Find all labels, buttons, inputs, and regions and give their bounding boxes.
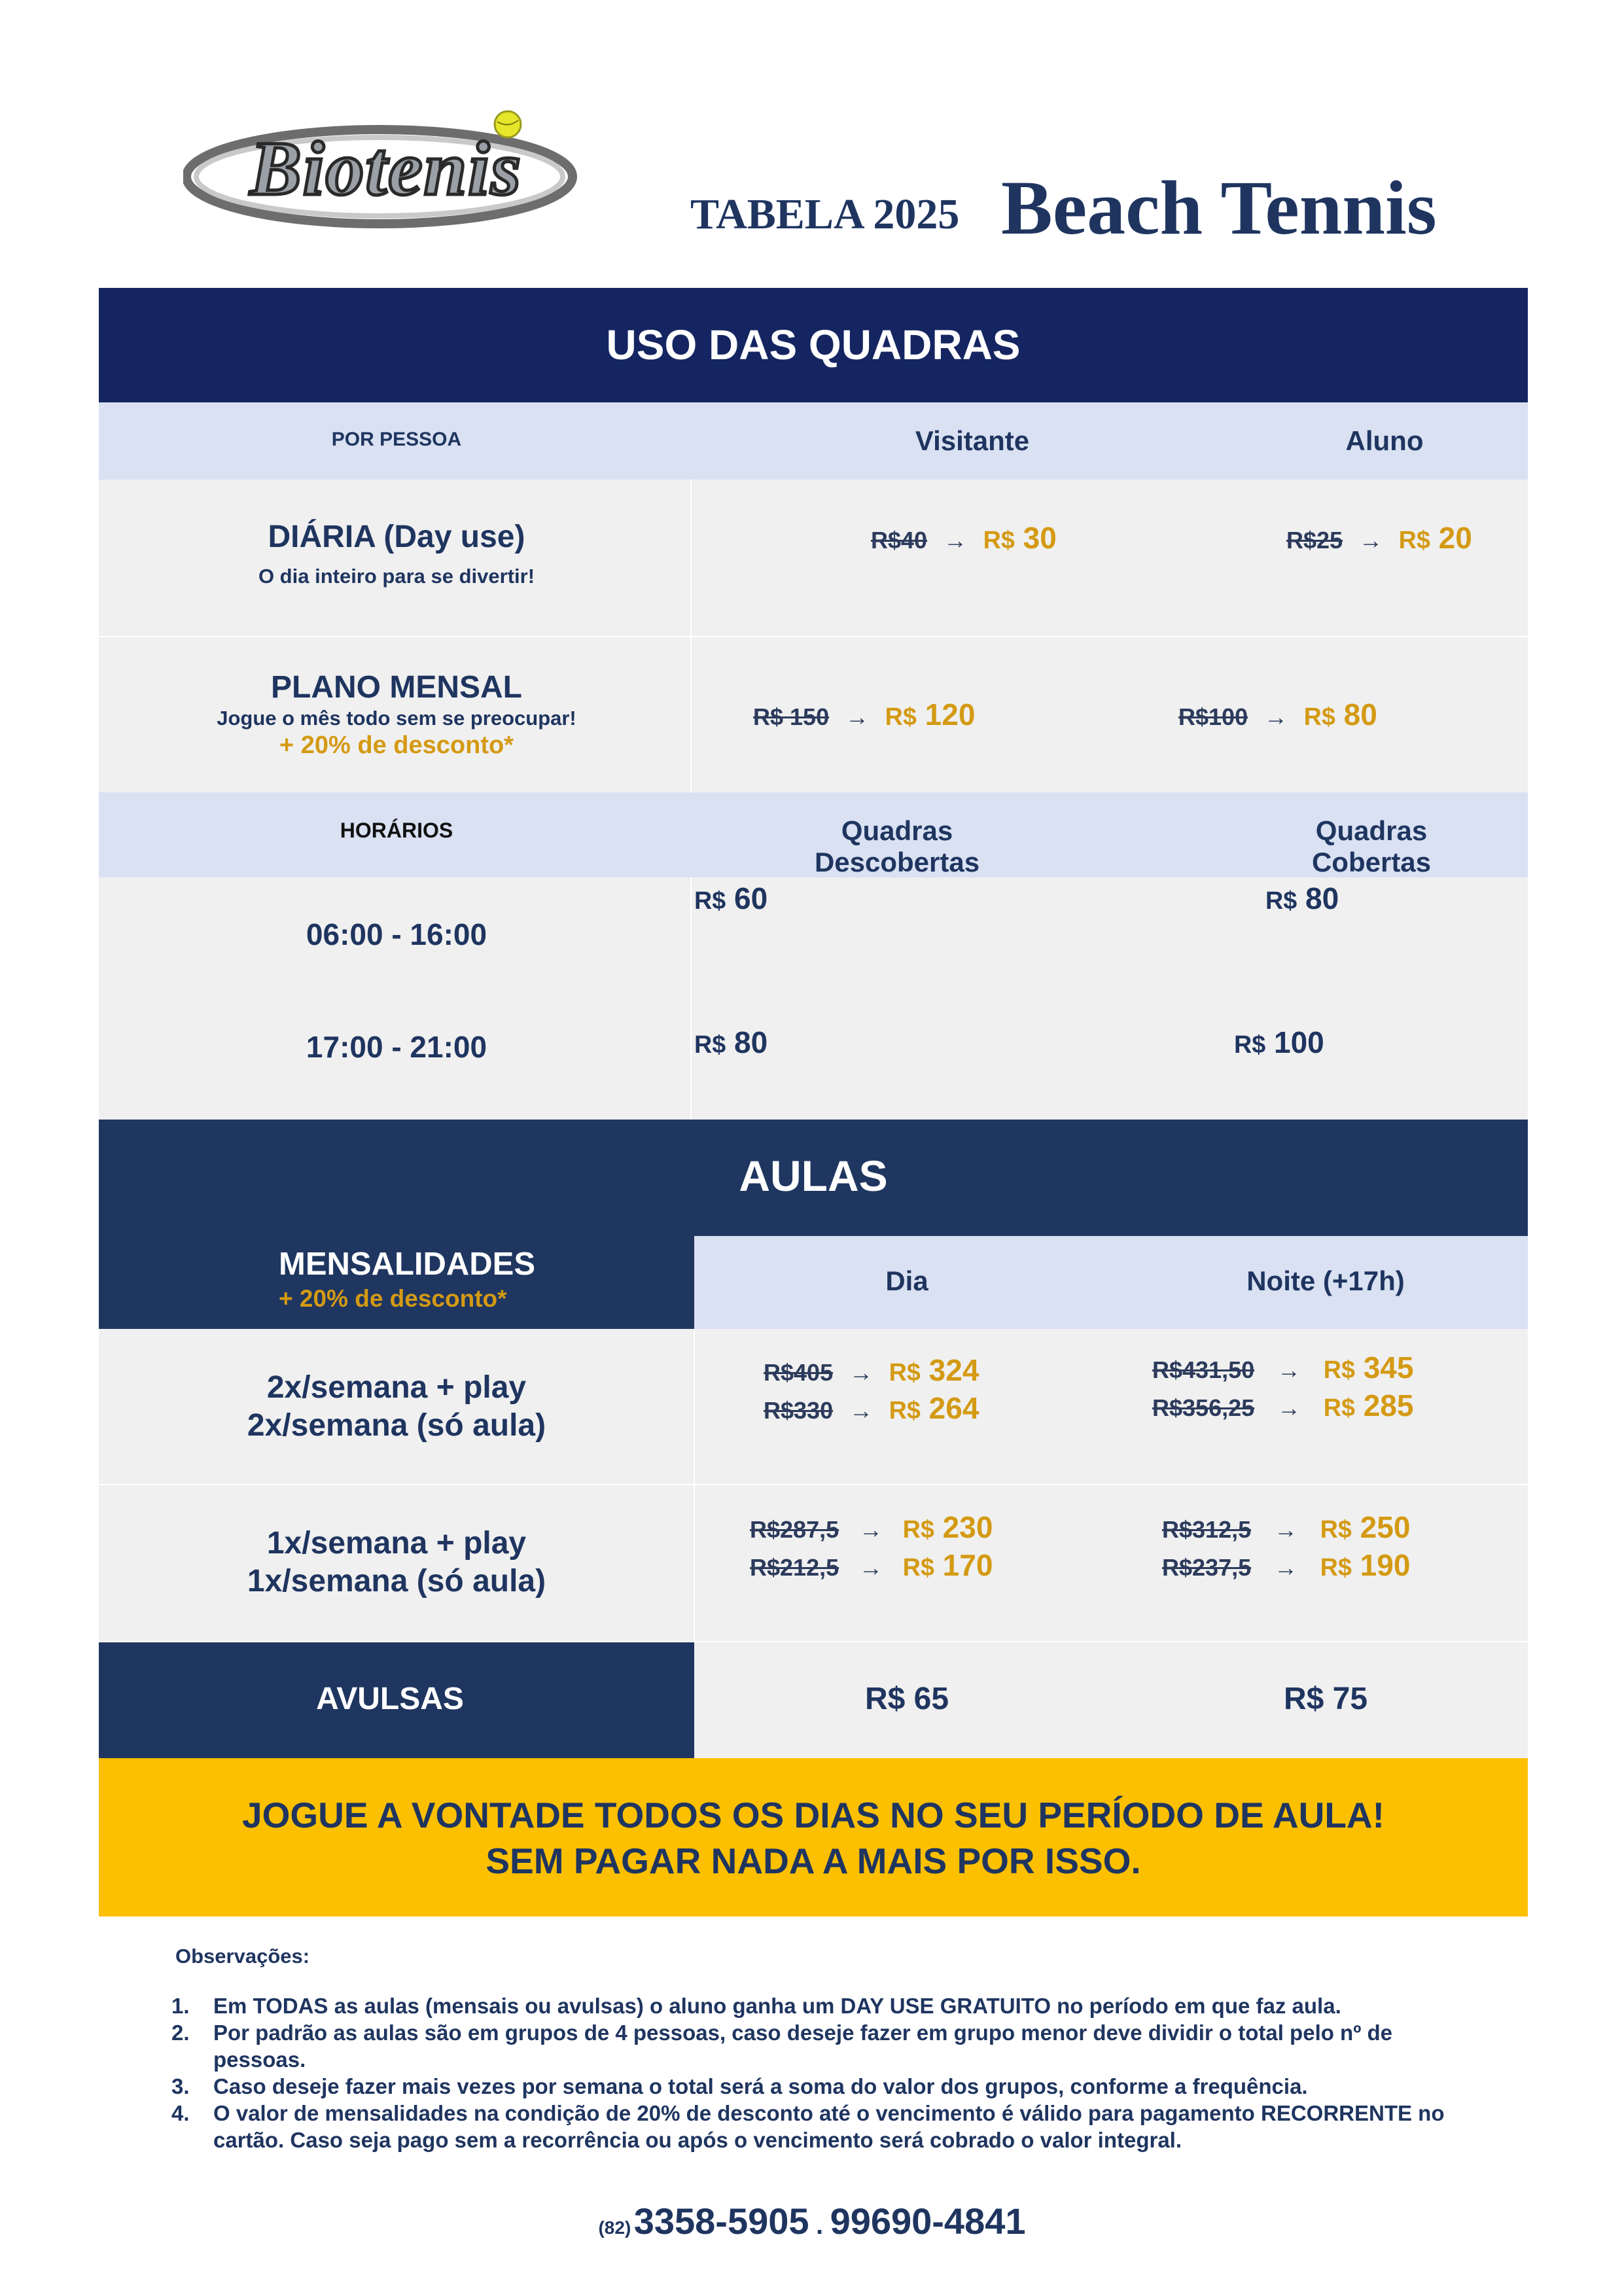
new-price: 170 (942, 1548, 993, 1582)
arrow-right-icon: → (1273, 1516, 1297, 1543)
horarios-header (99, 792, 1528, 877)
old-price: R$287,5 (750, 1516, 839, 1543)
currency: R$ (1398, 526, 1430, 554)
note-item (171, 2073, 1454, 2100)
currency: R$ (1265, 887, 1297, 914)
cobertas-header (1192, 815, 1551, 878)
note-item (171, 1992, 1454, 2019)
avulsas-dia: R$ 65 (864, 1682, 949, 1716)
diaria-title: DIÁRIA (Day use) (268, 520, 525, 554)
mensal-aluno-price (1178, 697, 1377, 732)
diaria-visitante-price (871, 520, 1057, 556)
new-price: 190 (1360, 1548, 1411, 1582)
arrow-right-icon: → (1358, 527, 1383, 554)
promo-banner (99, 1758, 1528, 1916)
row-2x-dia-2 (764, 1390, 979, 1426)
note-item (171, 2100, 1454, 2153)
currency: R$ (1320, 1515, 1352, 1543)
new-price: 324 (928, 1353, 980, 1387)
currency: R$ (694, 1031, 726, 1058)
cobertas-price-2 (1234, 1025, 1324, 1060)
currency: R$ (1320, 1553, 1352, 1581)
divider (690, 877, 692, 1120)
old-price: R$405 (764, 1359, 834, 1386)
price-value: 100 (1274, 1025, 1324, 1059)
new-price: 20 (1438, 521, 1472, 555)
note-number: 1. (171, 1994, 190, 2018)
descobertas-line1: Quadras (841, 815, 953, 846)
quadras-section-title: USO DAS QUADRAS (606, 321, 1021, 368)
currency: R$ (1323, 1394, 1355, 1421)
descobertas-header (714, 815, 1080, 878)
row-1x-noite-2 (1162, 1547, 1410, 1583)
new-price: 250 (1360, 1510, 1411, 1544)
aulas-header (99, 1120, 1528, 1236)
cobertas-price-1 (1265, 881, 1339, 916)
currency: R$ (1234, 1031, 1266, 1058)
row-1x-dia-1 (750, 1510, 993, 1545)
col-noite: Noite (+17h) (1246, 1265, 1405, 1296)
row-1x (99, 1485, 1528, 1642)
divider (694, 1329, 695, 1642)
phone-ddd: (82) (598, 2217, 631, 2238)
notes-list (171, 1992, 1454, 2153)
arrow-right-icon: → (849, 1359, 873, 1386)
note-text: O valor de mensalidades na condição de 20% de desconto até o vencimento é válido para pagamento RECORRENTE no cartão. Caso seja pago sem a recorrência ou após o vencimento será cobrado o valor integral. (213, 2101, 1445, 2152)
arrow-right-icon: → (858, 1554, 883, 1581)
descobertas-price-2 (694, 1025, 768, 1060)
logo-text: Biotenis (250, 126, 522, 211)
row-1x-noite-1 (1162, 1510, 1410, 1545)
old-price: R$25 (1286, 527, 1343, 554)
phone-separator: . (815, 2211, 824, 2240)
arrow-right-icon: → (943, 527, 967, 554)
new-price: 120 (925, 698, 976, 732)
avulsas-label: AVULSAS (316, 1682, 464, 1716)
new-price: 345 (1363, 1351, 1414, 1385)
cobertas-line1: Quadras (1315, 815, 1428, 846)
avulsas-prices (694, 1642, 1528, 1758)
arrow-right-icon: → (1273, 1554, 1297, 1581)
arrow-right-icon: → (1263, 703, 1288, 730)
currency: R$ (889, 1358, 921, 1386)
row-2x-label2: 2x/semana (só aula) (247, 1408, 546, 1443)
arrow-right-icon: → (849, 1397, 873, 1424)
currency: R$ (1303, 703, 1335, 730)
old-price: R$100 (1178, 703, 1248, 730)
divider (99, 1484, 1528, 1485)
brand-logo (183, 98, 589, 229)
aulas-section-title: AULAS (739, 1152, 888, 1200)
currency: R$ (885, 703, 917, 730)
note-number: 4. (171, 2101, 190, 2125)
mensal-visitante-price (753, 697, 975, 732)
old-price: R$237,5 (1162, 1554, 1252, 1581)
price-value: 60 (734, 881, 768, 915)
price-value: 80 (734, 1025, 768, 1059)
time-row-1: 06:00 - 16:00 (306, 917, 487, 951)
note-number: 2. (171, 2021, 190, 2045)
currency: R$ (983, 526, 1015, 554)
new-price: 285 (1363, 1388, 1414, 1422)
time-row-2: 17:00 - 21:00 (306, 1030, 487, 1064)
currency: R$ (902, 1553, 934, 1581)
note-text: Em TODAS as aulas (mensais ou avulsas) o aluno ganha um DAY USE GRATUITO no período em que faz aula. (213, 1994, 1341, 2018)
aulas-column-header (694, 1236, 1528, 1329)
arrow-right-icon: → (1277, 1356, 1301, 1383)
mensalidades-header (99, 1236, 694, 1329)
row-2x-noite-1 (1152, 1350, 1413, 1385)
col-dia: Dia (885, 1265, 928, 1296)
arrow-right-icon: → (1277, 1394, 1301, 1421)
table-label: TABELA 2025 (690, 190, 960, 238)
banner-line1: JOGUE A VONTADE TODOS OS DIAS NO SEU PERÍODO DE AULA! (242, 1795, 1385, 1835)
horarios-body (99, 877, 1528, 1120)
note-text: Caso deseje fazer mais vezes por semana o total será a soma do valor dos grupos, conforme a frequência. (213, 2074, 1308, 2098)
descobertas-price-1 (694, 881, 768, 916)
new-price: 80 (1343, 698, 1377, 732)
old-price: R$431,50 (1152, 1356, 1255, 1383)
new-price: 264 (928, 1391, 980, 1425)
divider (99, 1641, 1528, 1642)
diaria-subtitle: O dia inteiro para se divertir! (258, 565, 535, 588)
divider (99, 636, 1528, 637)
old-price: R$330 (764, 1397, 834, 1424)
currency: R$ (694, 887, 726, 914)
horarios-label: HORÁRIOS (340, 819, 453, 842)
notes-title: Observações: (175, 1945, 310, 1968)
mensal-row (99, 637, 1528, 792)
old-price: R$356,25 (1152, 1394, 1255, 1421)
arrow-right-icon: → (858, 1516, 883, 1543)
quadras-header (99, 288, 1528, 402)
phone-1[interactable]: 3358-5905 (633, 2200, 809, 2242)
mensal-subtitle: Jogue o mês todo sem se preocupar! (217, 707, 576, 730)
mensal-title: PLANO MENSAL (271, 670, 522, 705)
descobertas-line2: Descobertas (814, 847, 980, 877)
mensalidades-discount: + 20% de desconto* (279, 1285, 507, 1312)
row-1x-label1: 1x/semana + play (266, 1526, 527, 1561)
note-item (171, 2019, 1454, 2073)
note-text: Por padrão as aulas são em grupos de 4 pessoas, caso deseje fazer em grupo menor deve dividir o total pelo nº de pessoas. (213, 2021, 1392, 2072)
row-1x-label2: 1x/semana (só aula) (247, 1564, 546, 1598)
old-price: R$40 (871, 527, 928, 554)
cobertas-line2: Cobertas (1311, 847, 1432, 877)
mensalidades-label: MENSALIDADES (279, 1246, 536, 1282)
diaria-aluno-price (1286, 520, 1472, 556)
row-2x-label1: 2x/semana + play (266, 1370, 527, 1405)
page-title: Beach Tennis (1001, 165, 1437, 251)
row-2x-dia-1 (764, 1352, 979, 1388)
old-price: R$ 150 (753, 703, 830, 730)
new-price: 230 (942, 1510, 993, 1544)
quadras-column-header (99, 402, 1528, 480)
old-price: R$212,5 (750, 1554, 839, 1581)
arrow-right-icon: → (845, 703, 869, 730)
row-1x-dia-2 (750, 1547, 993, 1583)
price-value: 80 (1305, 881, 1339, 915)
contact-line (0, 2200, 1624, 2242)
aluno-header: Aluno (1345, 425, 1424, 456)
avulsas-noite: R$ 75 (1283, 1682, 1368, 1716)
phone-2[interactable]: 99690-4841 (830, 2200, 1026, 2242)
divider (690, 480, 692, 792)
currency: R$ (902, 1515, 934, 1543)
currency: R$ (1323, 1356, 1355, 1383)
diaria-row (99, 480, 1528, 637)
new-price: 30 (1023, 521, 1057, 555)
note-number: 3. (171, 2074, 190, 2098)
old-price: R$312,5 (1162, 1516, 1252, 1543)
visitante-header: Visitante (915, 425, 1030, 456)
banner-line2: SEM PAGAR NADA A MAIS POR ISSO. (485, 1841, 1141, 1881)
por-pessoa-label: POR PESSOA (331, 429, 462, 450)
mensal-discount: + 20% de desconto* (279, 732, 514, 759)
avulsas-label-cell (99, 1642, 694, 1758)
row-2x (99, 1329, 1528, 1485)
row-2x-noite-2 (1152, 1388, 1413, 1423)
currency: R$ (889, 1396, 921, 1424)
